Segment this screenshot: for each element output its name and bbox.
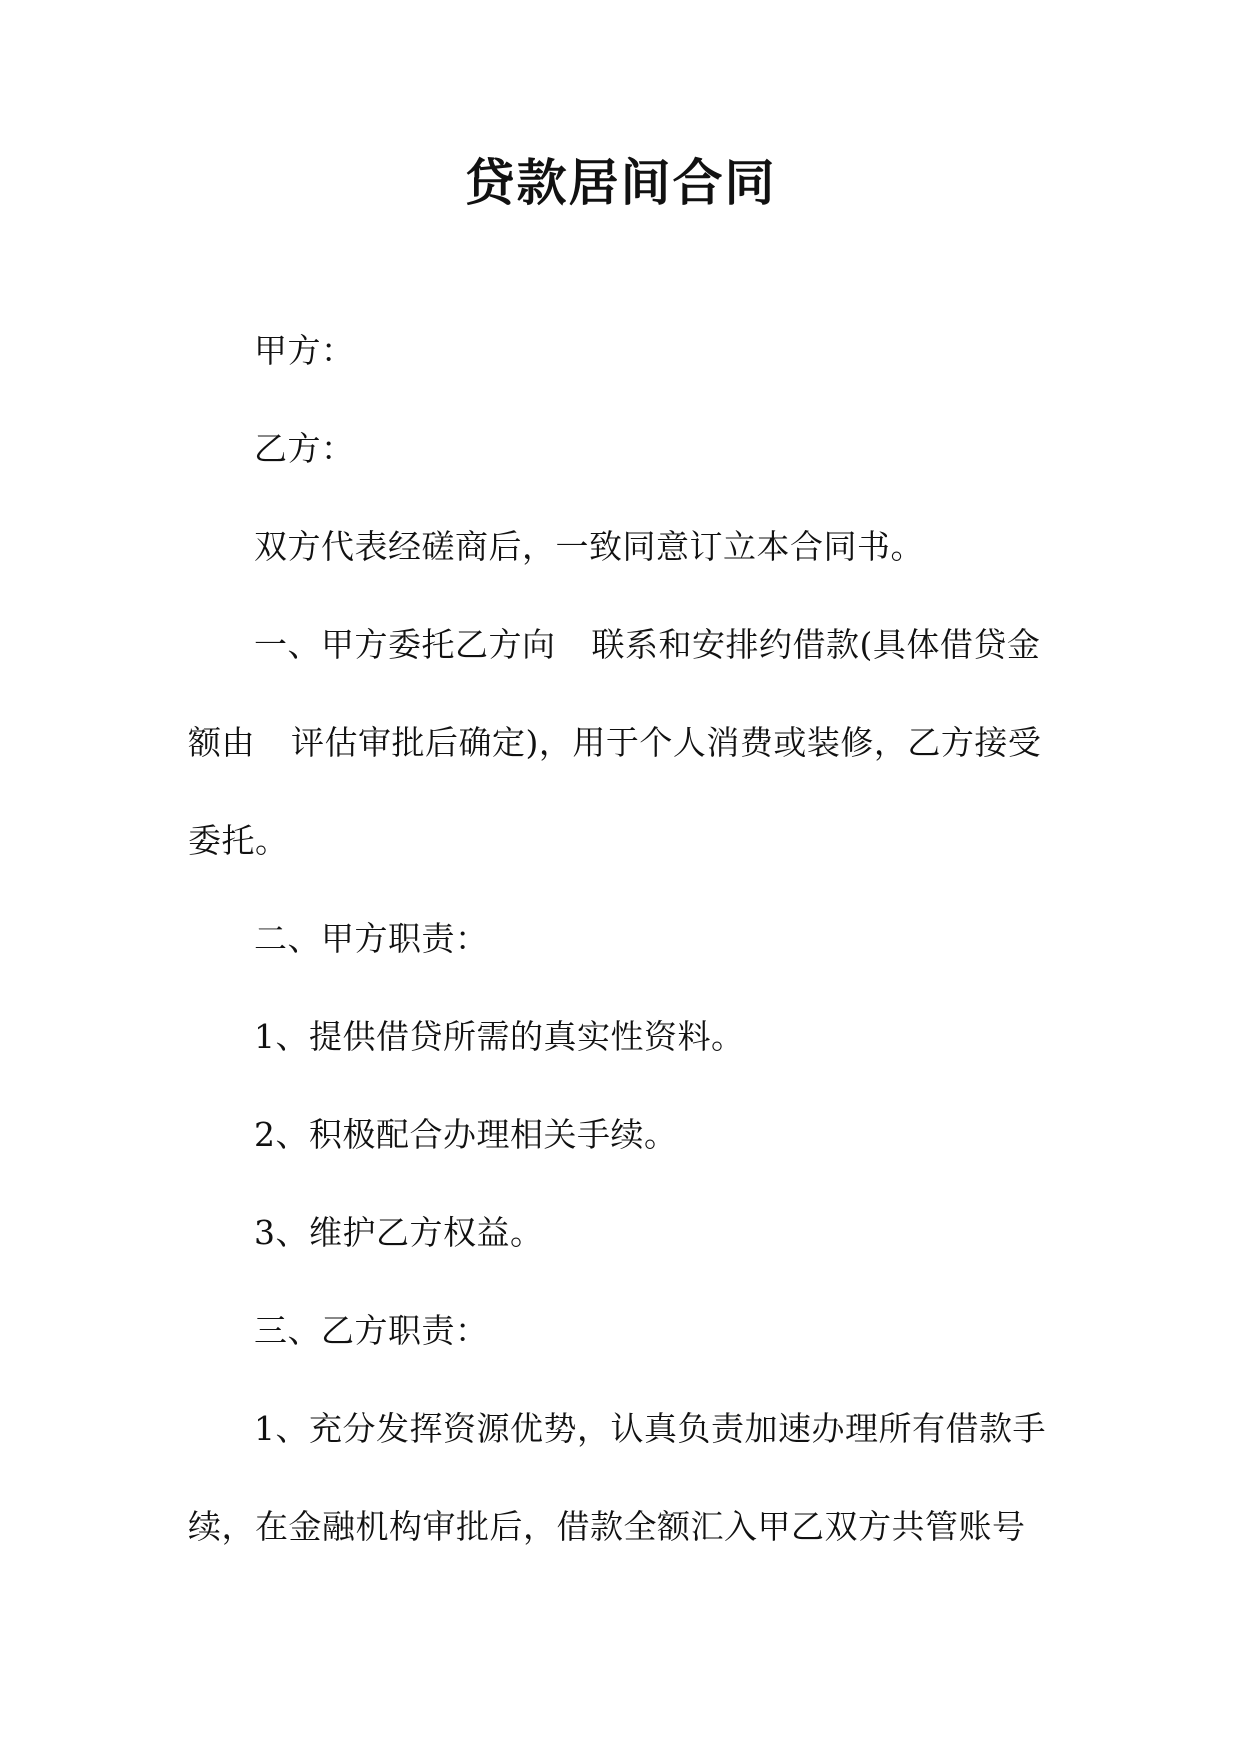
clause-1-text-b: 联系和安排约借款(具体借贷金 — [591, 625, 1041, 664]
clause-1-text-a: 一、甲方委托乙方向 — [254, 625, 556, 664]
section-2-item: 3、维护乙方权益。 — [254, 1213, 544, 1252]
section-3-item-1-line-1: 1、充分发挥资源优势，认真负责加速办理所有借款手 — [254, 1409, 1046, 1448]
section-2-item: 1、提供借贷所需的真实性资料。 — [254, 1017, 745, 1056]
clause-1-continuation — [188, 694, 1048, 890]
section-3-heading: 三、乙方职责： — [254, 1311, 489, 1350]
clause-1-text-d: 评估审批后确定)，用于个人消费或装修，乙方接受 — [291, 723, 1042, 762]
clause-1-line-2 — [188, 694, 1048, 792]
section-2-heading: 二、甲方职责： — [254, 919, 489, 958]
party-a-line: 甲方： — [254, 331, 355, 370]
clause-1-line-1 — [188, 596, 1048, 694]
section-2-item: 2、积极配合办理相关手续。 — [254, 1115, 678, 1154]
section-3-item-1-continuation — [188, 1478, 1048, 1576]
document-body — [188, 302, 1048, 1576]
section-3-item-1 — [188, 1380, 1048, 1478]
party-b-line: 乙方： — [254, 429, 355, 468]
document-title: 贷款居间合同 — [464, 154, 777, 212]
clause-1-line-3: 委托。 — [188, 821, 289, 860]
clause-1-text-c: 额由 — [188, 723, 255, 762]
clause-1-paragraph — [188, 596, 1048, 694]
intro-paragraph: 双方代表经磋商后，一致同意订立本合同书。 — [254, 527, 924, 566]
section-3-item-1-line-2: 续，在金融机构审批后，借款全额汇入甲乙双方共管账号 — [188, 1507, 1026, 1546]
